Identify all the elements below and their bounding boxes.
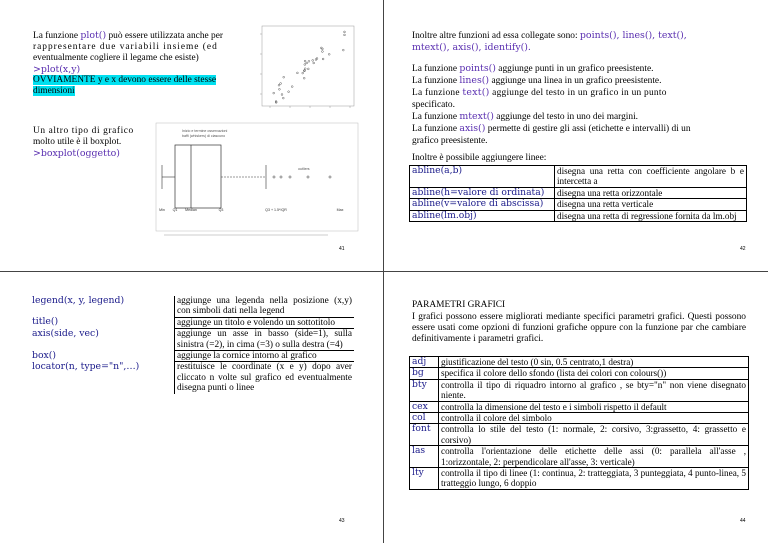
scatter-point (283, 76, 285, 78)
box-label-iqr: Q3 + 1.5*IQR (265, 208, 287, 212)
scatter-point (344, 31, 346, 33)
plot-xy-code: >plot(x,y) (33, 64, 81, 75)
param-desc: controlla il tipo di linee (1: continua, 2: tratteggiata, 3 punteggiata, 4 punto-linea, 5 tratteggio lungo, 6 doppio (439, 468, 749, 490)
table-row (410, 210, 747, 221)
graphic-functions-table (30, 296, 354, 394)
slide-44 (384, 272, 768, 543)
table-row (410, 357, 749, 368)
table-row (410, 187, 747, 198)
scatter-point (304, 64, 306, 66)
slide-42 (384, 0, 768, 271)
graphic-params-table (409, 356, 749, 490)
lines-intro: Inoltre è possibile aggiungere linee: (412, 153, 547, 163)
boxplot-box (175, 145, 221, 208)
scatter-point (312, 60, 314, 62)
abline-desc: disegna una retta orizzontale (555, 187, 747, 198)
function-desc-line: La funzione lines() aggiunge una linea in un grafico preesistente. (412, 75, 662, 86)
scatter-point (291, 86, 293, 88)
scatter-y-ticks (260, 34, 262, 94)
scatter-point (282, 97, 284, 99)
scatter-point (306, 62, 308, 64)
scatter-point (322, 58, 324, 60)
boxplot-code: >boxplot(oggetto) (33, 148, 120, 159)
param-name: font (410, 424, 439, 446)
scatter-point (304, 68, 306, 70)
function-desc-line: La funzione mtext() aggiunge del testo in uno dei margini. (412, 111, 639, 122)
function-desc: aggiunge un titolo e volendo un sottotitolo (175, 317, 355, 328)
boxplot-figure (150, 115, 365, 250)
function-cmd: axis(side, vec) (30, 329, 175, 351)
warning-line-1: OVVIAMENTE y e x devono essere delle stesse (33, 75, 217, 85)
scatter-point (303, 77, 305, 79)
box-label-median: Median (185, 208, 197, 212)
scatter-point (322, 51, 324, 53)
table-row (410, 199, 747, 210)
abline-desc: disegna una retta verticale (555, 199, 747, 210)
function-desc: aggiunge una legenda nella posizione (x,y) con simboli dati nella legend (175, 296, 355, 317)
scatter-point (288, 91, 290, 93)
scatter-point (297, 72, 299, 74)
boxplot-intro-text (33, 126, 158, 159)
abline-cmd: abline(lm.obj) (410, 210, 555, 221)
scatter-point (344, 34, 346, 36)
table-row (30, 362, 354, 394)
table-row (410, 446, 749, 468)
scatter-point (281, 94, 283, 96)
outlier-point (289, 176, 291, 178)
plot-function-code: plot() (80, 30, 107, 41)
boxplot-legend-line-2: baffi (whiskers) di ciascuno (182, 134, 226, 138)
scatter-points (273, 31, 346, 103)
table-row (410, 413, 749, 424)
boxplot-line-2: molto utile è il boxplot. (33, 137, 122, 147)
abline-cmd: abline(v=valore di abscissa) (410, 199, 555, 210)
scatter-point (279, 88, 281, 90)
box-label-q1: Q1 (172, 208, 178, 212)
param-desc: controlla la dimensione del testo e i simboli rispetto il default (439, 401, 749, 412)
table-row (30, 296, 354, 317)
abline-desc: disegna una retta di regressione fornita da lm.obj (555, 210, 747, 221)
slide-41 (0, 0, 383, 271)
scatter-plot (250, 20, 360, 120)
plot-intro-line-2: rappresentare due variabili insieme (ed (33, 42, 218, 52)
param-name: adj (410, 357, 439, 368)
scatter-point (280, 83, 282, 85)
param-desc: specifica il colore dello sfondo (lista dei colori con colours()) (439, 368, 749, 379)
scatter-point (304, 60, 306, 62)
function-cmd: title() (30, 317, 175, 328)
scatter-point (328, 53, 330, 55)
scatter-point (313, 62, 315, 64)
plot-intro-line-1: La funzione plot() può essere utilizzata anche per (33, 30, 223, 41)
param-desc: controlla l'orientazione delle etichette delle assi (0: parallela all'asse , 1:orizzontale, 2: perpendicolare all'asse, 3: verticale) (439, 446, 749, 468)
page-number-41: 41 (339, 246, 345, 252)
scatter-point (307, 68, 309, 70)
param-desc: controlla lo stile del testo (1: normale, 2: corsivo, 3:grassetto, 4: grassetto e corsivo) (439, 424, 749, 446)
params-title: PARAMETRI GRAFICI (412, 300, 506, 310)
function-desc-line: La funzione axis() permette di gestire gli assi (etichette e intervalli) di un (412, 123, 691, 134)
param-desc: giustificazione del testo (0 sin, 0.5 centrato,1 destra) (439, 357, 749, 368)
boxplot-line-1: Un altro tipo di grafico (33, 126, 134, 136)
function-cmd: box() (30, 351, 175, 362)
abline-cmd: abline(a,b) (410, 166, 555, 188)
plot-intro-text (33, 30, 250, 97)
param-name: lty (410, 468, 439, 490)
function-desc-line: La funzione text() aggiunge del testo in un grafico in un punto (412, 87, 667, 98)
outlier-point (329, 176, 331, 178)
scatter-x-ticks (270, 106, 350, 108)
param-name: las (410, 446, 439, 468)
table-row (410, 166, 747, 188)
param-name: bty (410, 379, 439, 401)
scatter-point (342, 49, 344, 51)
slide-43 (0, 272, 383, 543)
param-name: col (410, 413, 439, 424)
abline-desc: disegna una retta con coefficiente angolare b e intercetta a (555, 166, 747, 188)
outlier-label: outliers (298, 167, 310, 171)
outlier-point (273, 176, 275, 178)
page-number-43: 43 (339, 518, 345, 524)
related-functions-intro (412, 30, 744, 53)
param-desc: controlla il colore del simbolo (439, 413, 749, 424)
table-row (410, 368, 749, 379)
scatter-point (308, 60, 310, 62)
table-row (30, 317, 354, 328)
param-name: cex (410, 401, 439, 412)
function-descriptions (412, 63, 748, 147)
box-label-max: Max (336, 208, 344, 212)
params-intro: I grafici possono essere migliorati mediante specifici parametri grafici. Questi possono essere usati come opzioni di funzioni grafiche oppure con la funzione par che cambiare definitivamente i parametri grafici. (412, 312, 746, 344)
related-functions-line-1: Inoltre altre funzioni ad essa collegate sono: points(), lines(), text(), (412, 30, 687, 41)
outlier-point (307, 176, 309, 178)
scatter-plot-frame (262, 26, 354, 106)
scatter-point (273, 92, 275, 94)
box-label-min: Min (159, 208, 165, 212)
page-number-42: 42 (740, 246, 746, 252)
table-row (410, 468, 749, 490)
box-label-q3: Q3 (218, 208, 224, 212)
table-row (410, 401, 749, 412)
table-row (30, 329, 354, 351)
plot-intro-line-3: eventualmente cogliere il legame che esiste) (33, 53, 199, 63)
function-desc: restituisce le coordinate (x e y) dopo aver cliccato n volte sul grafico ed eventualmente disegna punti o linee (175, 362, 355, 394)
page-number-44: 44 (740, 518, 746, 524)
scatter-point (278, 84, 280, 86)
table-row (410, 379, 749, 401)
related-functions-code-1: points(), lines(), text(), (579, 30, 687, 41)
function-cmd: locator(n, type="n",…) (30, 362, 175, 394)
outlier-points (273, 176, 331, 178)
function-desc-line: specificato. (412, 100, 455, 110)
outlier-point (280, 176, 282, 178)
boxplot-legend-line-1: Inizio e termine osservazioni (182, 129, 228, 133)
table-row (410, 424, 749, 446)
function-desc-line: La funzione points() aggiunge punti in un grafico preesistente. (412, 63, 654, 74)
related-functions-code-2: mtext(), axis(), identify(). (412, 42, 531, 53)
param-desc: controlla il tipo di riquadro intorno al grafico , se bty="n" non viene disegnato niente. (439, 379, 749, 401)
abline-table (409, 165, 747, 222)
warning-line-2: dimensioni (33, 86, 75, 96)
function-cmd: legend(x, y, legend) (30, 296, 175, 317)
function-desc: aggiunge un asse in basso (side=1), sulla sinistra (=2), in cima (=3) o sulla destra (=4) (175, 329, 355, 351)
scatter-point (302, 72, 304, 74)
function-desc: aggiunge la cornice intorno al grafico (175, 351, 355, 362)
function-desc-line: grafico preesistente. (412, 136, 488, 146)
param-name: bg (410, 368, 439, 379)
abline-cmd: abline(h=valore di ordinata) (410, 187, 555, 198)
